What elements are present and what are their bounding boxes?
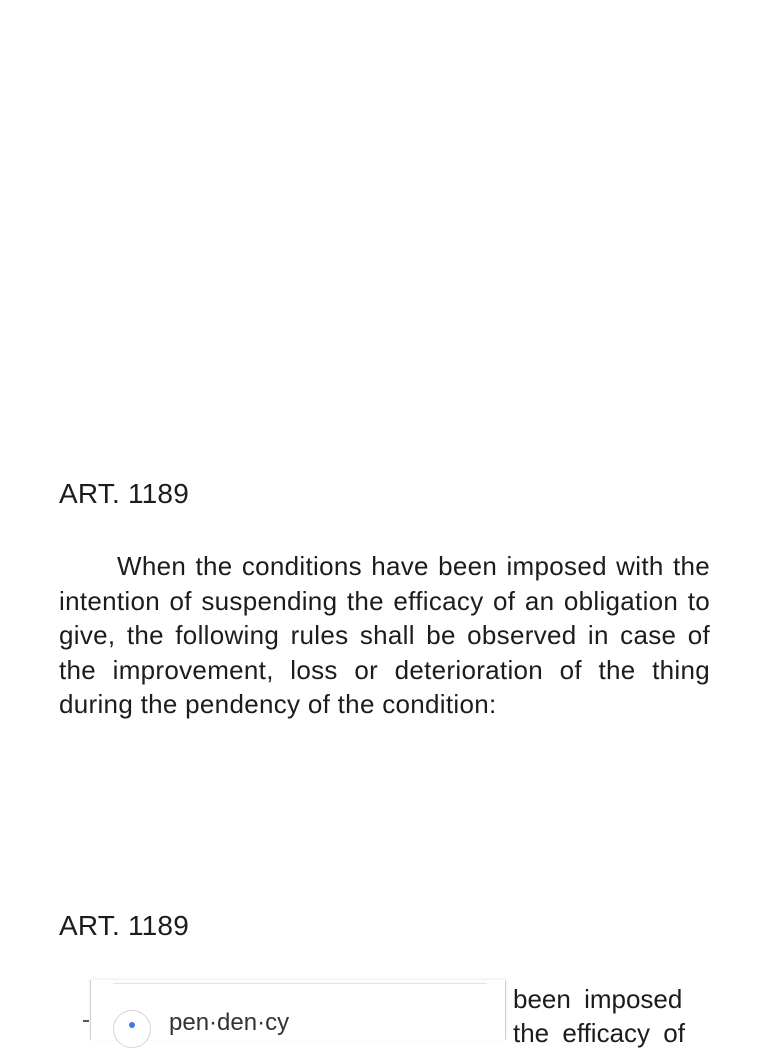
paragraph-fragment-cut-line: the efficacy of [513, 1018, 685, 1048]
article-heading-second: ART. 1189 [59, 910, 189, 941]
paragraph-fragment [513, 982, 709, 1048]
definition-popup[interactable] [90, 980, 506, 1040]
article-heading: ART. 1189 [59, 478, 189, 509]
article-paragraph: When the conditions have been imposed with the intention of suspending the efficacy of an obligation to give, the following rules shall be observed in case of the improvement, loss or deterioration of the thing during the pendency of the condition: [59, 551, 710, 719]
speaker-dot [129, 1022, 135, 1028]
popup-pointer [83, 1020, 89, 1022]
paragraph-fragment-line: been imposed [513, 984, 683, 1014]
popup-divider [113, 983, 487, 984]
popup-word: pen·den·cy [169, 1009, 290, 1036]
speaker-icon[interactable] [113, 1010, 151, 1048]
